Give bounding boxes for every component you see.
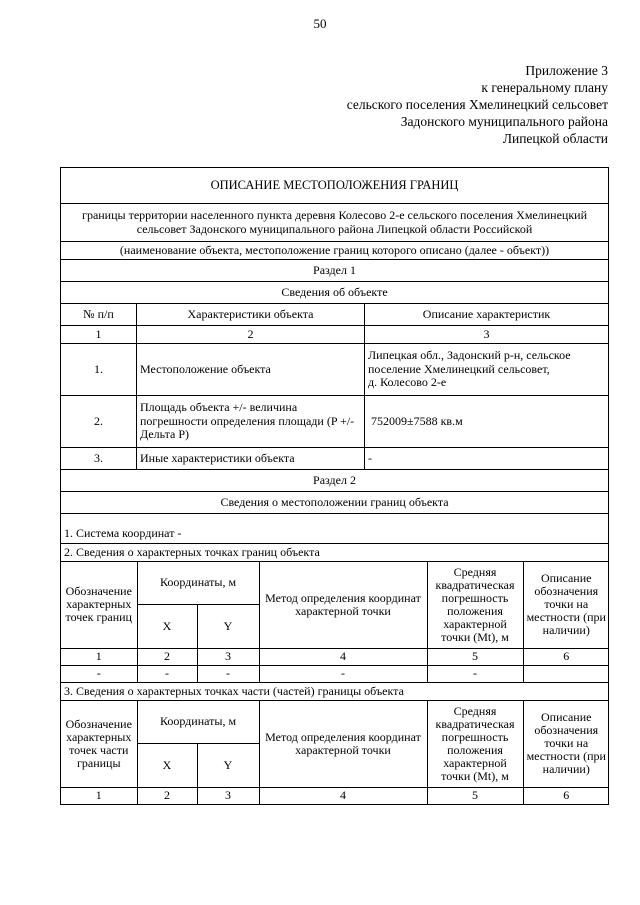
column-number: 3	[197, 648, 259, 665]
column-header-num: № п/п	[61, 304, 137, 326]
characteristic-name: Местоположение объекта	[137, 344, 365, 396]
column-number: 2	[137, 326, 365, 344]
column-number: 4	[259, 648, 427, 665]
appendix-line: Липецкой области	[502, 131, 608, 146]
part-points-table	[61, 701, 609, 804]
column-number: 5	[427, 648, 523, 665]
point-description-header: Описание обозначения точки на местности (при наличии)	[523, 562, 609, 648]
section1-title: Раздел 1	[61, 260, 609, 282]
page-number: 50	[313, 16, 327, 31]
characteristic-name: Площадь объекта +/- величина погрешности определения площади (P +/- Дельта P)	[137, 396, 365, 448]
characteristic-value: -	[365, 448, 609, 470]
error-header: Средняя квадратическая погрешность положения характерной точки (Mt), м	[427, 701, 523, 787]
appendix-line: Приложение 3	[525, 63, 608, 78]
coordinate-system: 1. Система координат -	[61, 514, 609, 544]
error-header: Средняя квадратическая погрешность положения характерной точки (Mt), м	[427, 562, 523, 648]
table-cell: -	[137, 665, 197, 682]
column-header-description: Описание характеристик	[365, 304, 609, 326]
column-header-characteristic: Характеристики объекта	[137, 304, 365, 326]
document-title: ОПИСАНИЕ МЕСТОПОЛОЖЕНИЯ ГРАНИЦ	[61, 168, 609, 204]
y-header: Y	[197, 743, 259, 787]
object-caption: (наименование объекта, местоположение границ которого описано (далее - объект))	[61, 242, 609, 260]
point-designation-header: Обозначение характерных точек части границы	[61, 701, 137, 787]
coordinates-header: Координаты, м	[137, 701, 259, 743]
coordinates-header: Координаты, м	[137, 562, 259, 604]
method-header: Метод определения координат характерной точки	[259, 701, 427, 787]
row-number: 1.	[61, 344, 137, 396]
method-header: Метод определения координат характерной точки	[259, 562, 427, 648]
characteristic-name: Иные характеристики объекта	[137, 448, 365, 470]
appendix-line: к генеральному плану	[481, 80, 608, 95]
column-number: 5	[427, 787, 523, 804]
column-number: 3	[365, 326, 609, 344]
y-header: Y	[197, 604, 259, 648]
point-description-header: Описание обозначения точки на местности (при наличии)	[523, 701, 609, 787]
appendix-line: сельского поселения Хмелинецкий сельсовет	[346, 97, 608, 112]
column-number: 3	[197, 787, 259, 804]
row-number: 3.	[61, 448, 137, 470]
table-cell: -	[259, 665, 427, 682]
part-points-title: 3. Сведения о характерных точках части (частей) границы объекта	[61, 683, 609, 701]
column-number: 6	[523, 648, 609, 665]
section2-subtitle: Сведения о местоположении границ объекта	[61, 492, 609, 514]
column-number: 4	[259, 787, 427, 804]
column-number: 1	[61, 787, 137, 804]
characteristic-value: 752009±7588 кв.м	[365, 396, 609, 448]
appendix-header	[347, 62, 608, 147]
characteristic-value: Липецкая обл., Задонский р-н, сельское поселение Хмелинецкий сельсовет, д. Колесово 2-е	[365, 344, 609, 396]
appendix-line: Задонского муниципального района	[400, 114, 608, 129]
column-number: 1	[61, 648, 137, 665]
point-designation-header: Обозначение характерных точек границ	[61, 562, 137, 648]
x-header: X	[137, 743, 197, 787]
table-cell: -	[197, 665, 259, 682]
points-table	[61, 562, 609, 682]
column-number: 2	[137, 787, 197, 804]
table-cell: -	[427, 665, 523, 682]
table-cell	[523, 665, 609, 682]
table-cell: -	[61, 665, 137, 682]
column-number: 2	[137, 648, 197, 665]
column-number: 1	[61, 326, 137, 344]
column-number: 6	[523, 787, 609, 804]
boundary-description-table	[60, 167, 609, 805]
row-number: 2.	[61, 396, 137, 448]
section1-subtitle: Сведения об объекте	[61, 282, 609, 304]
part-points-table-cell	[61, 701, 609, 805]
points-table-cell	[61, 562, 609, 683]
object-name: границы территории населенного пункта деревня Колесово 2-е сельского поселения Хмелинецкий сельсовет Задонского муниципального района Липецкой области Российской	[61, 204, 609, 242]
x-header: X	[137, 604, 197, 648]
points-title: 2. Сведения о характерных точках границ объекта	[61, 544, 609, 562]
section2-title: Раздел 2	[61, 470, 609, 492]
